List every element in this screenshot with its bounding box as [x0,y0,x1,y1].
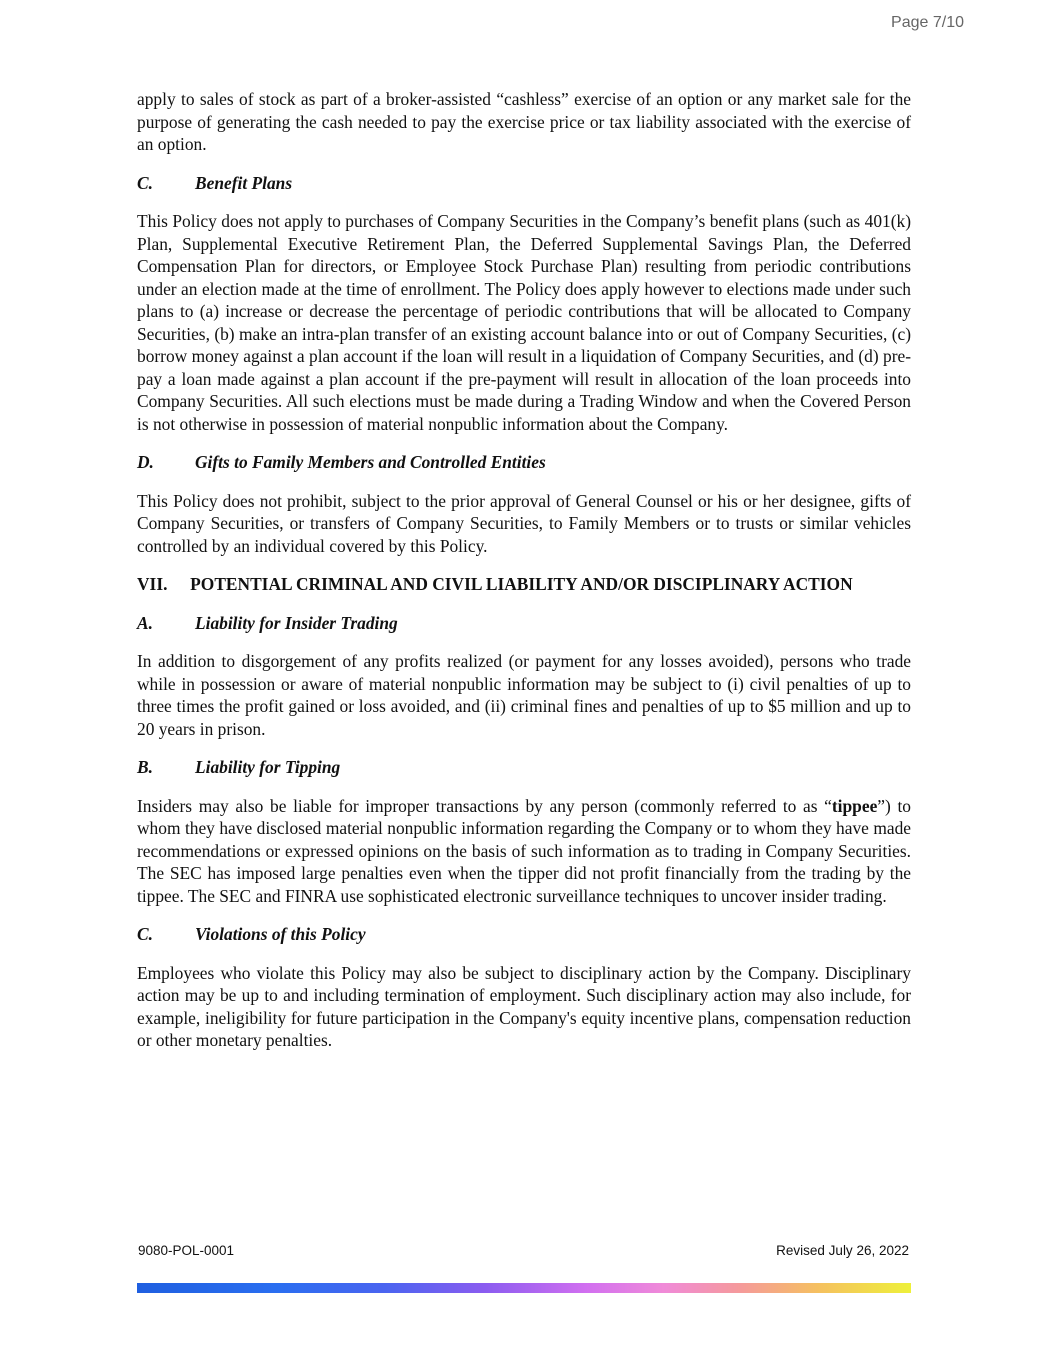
violations-paragraph: Employees who violate this Policy may also be subject to disciplinary action by the Company. Disciplinary action may be up to and including termination of employment. Such disciplinary action may also include, for example, ineligibility for future participation in the Company's equity incentive plans, compensation reduction or other monetary penalties. [137,962,911,1050]
heading-letter: C. [137,172,153,193]
page-number: Page 7/10 [891,14,964,31]
section-number: VII. [137,574,168,594]
section-vii-heading [137,573,911,596]
heading-gifts [137,451,911,474]
heading-title: Gifts to Family Members and Controlled Entities [195,452,546,472]
heading-insider-trading [137,612,911,635]
intro-paragraph: apply to sales of stock as part of a broker-assisted “cashless” exercise of an option or any market sale for the purpose of generating the cash needed to pay the exercise price or tax liability associated with the exercise of an option. [137,89,911,154]
heading-violations [137,923,911,946]
footer-color-bar [137,1283,911,1293]
footer-revised-date: Revised July 26, 2022 [776,1243,909,1258]
heading-letter: D. [137,452,154,472]
insider-trading-paragraph: In addition to disgorgement of any profits realized (or payment for any losses avoided), persons who trade while in possession or aware of material nonpublic information may be subject to (i) civil penalties of up to three times the profit gained or loss avoided, and (ii) criminal fines and penalties of up to $5 million and up to 20 years in prison. [137,651,911,739]
heading-letter: B. [137,757,153,777]
heading-tipping [137,756,911,779]
tipping-text-end: ”) to whom they have disclosed material nonpublic information regarding the Company or to whom they have made recommendations or expressed opinions on the basis of such information as to trading in Company Securities. The SEC has imposed large penalties even when the tipper did not profit financially from the trading by the tippee. The SEC and FINRA use sophisticated electronic surveillance techniques to uncover insider trading. [137,795,911,906]
gifts-paragraph: This Policy does not prohibit, subject to the prior approval of General Counsel or his or her designee, gifts of Company Securities, or transfers of Company Securities, to Family Members or to trusts or similar vehicles controlled by an individual covered by this Policy. [137,490,911,556]
heading-title: Liability for Insider Trading [195,612,398,633]
footer-doc-id: 9080-POL-0001 [138,1243,235,1258]
heading-letter: C. [137,924,153,944]
heading-title: Violations of this Policy [195,924,366,944]
section-title: POTENTIAL CRIMINAL AND CIVIL LIABILITY AND/OR DISCIPLINARY ACTION [190,574,853,594]
heading-title: Benefit Plans [195,172,293,193]
heading-title: Liability for Tipping [195,757,341,777]
document-body [137,88,911,1068]
tipping-paragraph [137,795,911,908]
benefit-plans-paragraph: This Policy does not apply to purchases of Company Securities in the Company’s benefit plans (such as 401(k) Plan, Supplemental Executive Retirement Plan, the Deferred Supplemental Savings Plan, the Deferred Compensation Plan for directors, or Employee Stock Purchase Plan) resulting from periodic contributions under an election made at the time of enrollment. The Policy does apply however to elections made under such plans to (a) increase or decrease the percentage of periodic contributions that will be allocated to Company Securities, (b) make an intra-plan transfer of an existing account balance into or out of Company Securities, (c) borrow money against a plan account if the loan will result in a liquidation of Company Securities, and (d) pre-pay a loan made against a plan account if the pre-payment will result in allocation of the loan proceeds into Company Securities. All such elections must be made during a Trading Window and when the Covered Person is not otherwise in possession of material nonpublic information about the Company. [137,211,911,434]
tippee-term: tippee [831,795,878,816]
heading-letter: A. [137,612,153,633]
tipping-text-start: Insiders may also be liable for improper transactions by any person (commonly referred to as “ [137,795,832,816]
heading-benefit-plans [137,172,911,195]
